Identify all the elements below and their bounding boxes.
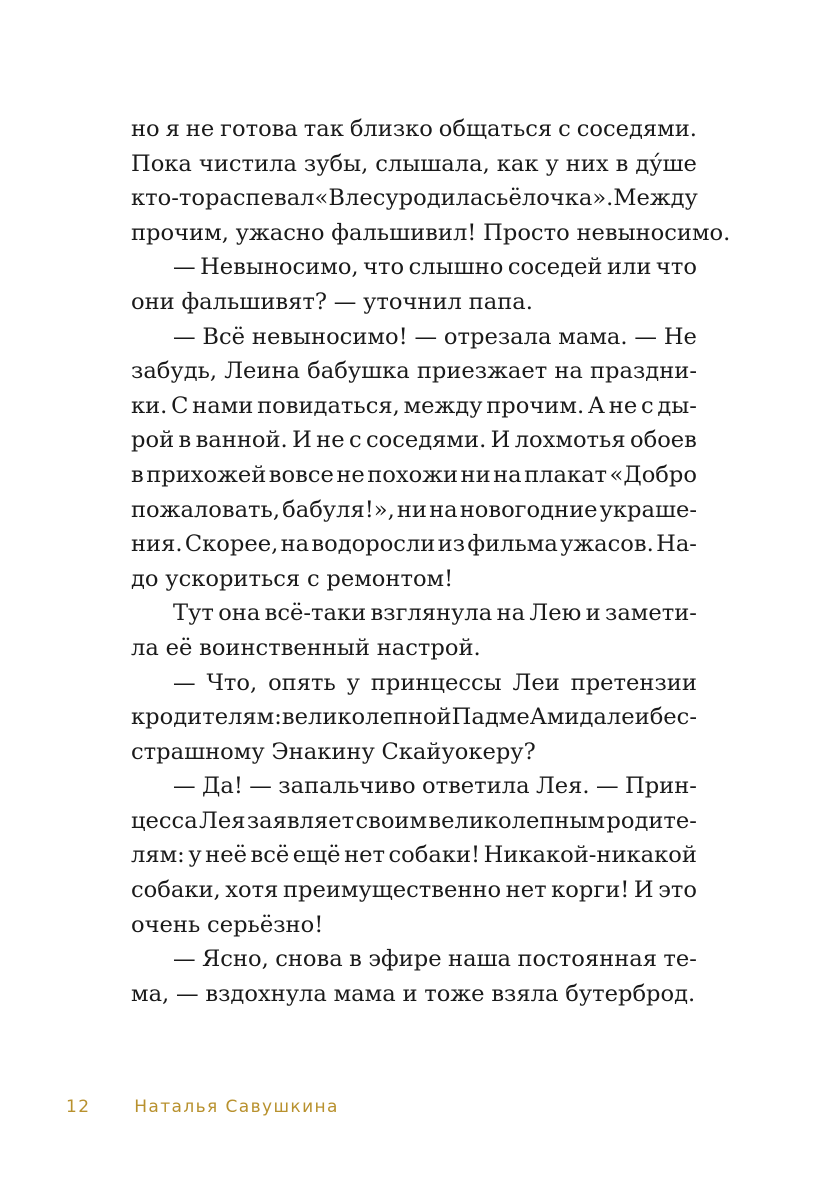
text-line bbox=[131, 804, 697, 839]
body-text bbox=[131, 112, 731, 1011]
word: не bbox=[608, 392, 638, 419]
word: или bbox=[606, 254, 652, 281]
word: в bbox=[178, 427, 192, 454]
word: близко bbox=[349, 116, 433, 142]
word: Лея. bbox=[535, 773, 590, 800]
text-line bbox=[131, 977, 697, 1012]
word: родите- bbox=[606, 807, 697, 834]
text-line bbox=[131, 147, 697, 182]
text-line bbox=[131, 320, 697, 355]
word: Невыносимо, bbox=[200, 254, 359, 281]
word: нами bbox=[192, 392, 254, 419]
word: бабушка bbox=[307, 358, 410, 385]
word: плакат bbox=[524, 461, 608, 488]
word: Скайуокеру? bbox=[381, 738, 536, 765]
word: великолепной bbox=[281, 704, 452, 731]
word: Никакой-никакой bbox=[483, 842, 697, 869]
word: — bbox=[173, 946, 196, 973]
word: и bbox=[585, 600, 601, 627]
word: — bbox=[249, 773, 272, 800]
word: замети- bbox=[605, 600, 697, 627]
word: между bbox=[403, 392, 483, 419]
word: ла bbox=[131, 634, 159, 661]
word: Леина bbox=[224, 358, 301, 385]
word: я bbox=[165, 116, 180, 142]
word: Лею bbox=[529, 600, 582, 627]
word: Леи bbox=[512, 669, 560, 696]
word: ужасов. bbox=[560, 531, 654, 558]
word: собаки, bbox=[131, 877, 221, 904]
word: что bbox=[655, 254, 697, 281]
word: лям: bbox=[131, 842, 185, 869]
word: те- bbox=[663, 946, 697, 973]
word: Скорее, bbox=[184, 531, 279, 558]
text-line bbox=[131, 458, 697, 493]
word: И bbox=[292, 427, 312, 454]
word: вздохнула bbox=[205, 980, 327, 1007]
word: настрой. bbox=[376, 634, 481, 661]
word: родилась bbox=[398, 185, 509, 212]
word: — bbox=[176, 980, 199, 1007]
word: взглянула bbox=[370, 600, 493, 627]
word: ния. bbox=[131, 531, 183, 558]
word: до bbox=[131, 565, 159, 592]
word: это bbox=[658, 877, 697, 904]
word: А bbox=[587, 392, 606, 419]
text-line bbox=[131, 562, 697, 597]
text-line bbox=[131, 250, 697, 285]
word: невыносимо! bbox=[251, 323, 408, 350]
word: серьёзно! bbox=[207, 911, 324, 938]
text-line bbox=[131, 354, 697, 389]
word: прочим, bbox=[131, 219, 229, 246]
word: похожи bbox=[367, 461, 459, 488]
word: приезжает bbox=[416, 358, 548, 385]
word: — bbox=[173, 669, 196, 696]
text-line bbox=[131, 285, 697, 320]
word: и bbox=[402, 980, 418, 1007]
word: забудь, bbox=[131, 358, 218, 385]
word: Просто bbox=[483, 219, 570, 246]
text-line bbox=[131, 389, 697, 424]
word: к bbox=[131, 704, 146, 731]
word: ды- bbox=[657, 392, 697, 419]
word: На- bbox=[656, 531, 697, 558]
word: мама bbox=[333, 980, 396, 1007]
word: Ясно, bbox=[202, 946, 269, 973]
word: украше- bbox=[599, 496, 697, 523]
word: Между bbox=[613, 185, 698, 212]
word: бутерброд. bbox=[565, 980, 696, 1007]
word: праздни- bbox=[589, 358, 697, 385]
page-number: 12 bbox=[66, 1097, 91, 1117]
word: лесу bbox=[344, 185, 399, 212]
word: но bbox=[131, 116, 160, 142]
word: всё-таки bbox=[264, 600, 367, 627]
word: лохмотья bbox=[514, 427, 626, 454]
word: — bbox=[634, 323, 657, 350]
word: Энакину bbox=[271, 738, 375, 765]
word: всё bbox=[250, 842, 290, 869]
word: не bbox=[336, 461, 365, 488]
word: снова bbox=[275, 946, 343, 973]
word: она bbox=[218, 600, 261, 627]
text-line bbox=[131, 666, 697, 701]
word: Лея bbox=[199, 807, 246, 834]
word: «Добро bbox=[609, 461, 697, 488]
word: И bbox=[633, 877, 654, 904]
word: с bbox=[306, 565, 320, 592]
word: не bbox=[316, 427, 345, 454]
word: в bbox=[131, 461, 144, 488]
word: ма, bbox=[131, 980, 170, 1007]
word: своим bbox=[355, 807, 428, 834]
word: собаки! bbox=[388, 842, 481, 869]
word: кто-то bbox=[131, 185, 205, 212]
word: папа. bbox=[468, 288, 533, 315]
word: в bbox=[349, 946, 362, 973]
word: общаться bbox=[438, 116, 553, 142]
word: корги! bbox=[551, 877, 630, 904]
word: в bbox=[615, 150, 629, 177]
text-line bbox=[131, 112, 697, 147]
word: великолепным bbox=[428, 807, 606, 834]
word: они bbox=[131, 288, 175, 315]
word: прочим. bbox=[486, 392, 585, 419]
text-line bbox=[131, 838, 697, 873]
word: слышно bbox=[408, 254, 504, 281]
word: ки. bbox=[131, 392, 168, 419]
word: — bbox=[333, 288, 357, 315]
text-line bbox=[131, 908, 697, 943]
word: слышала, bbox=[375, 150, 490, 177]
word: опять bbox=[268, 669, 336, 696]
word: ответила bbox=[421, 773, 530, 800]
word: — bbox=[173, 323, 196, 350]
word: родителям: bbox=[145, 704, 282, 731]
word: готова bbox=[220, 116, 298, 142]
word: Да! bbox=[201, 773, 243, 800]
word: распевал bbox=[204, 185, 315, 212]
text-line bbox=[131, 216, 731, 251]
word: как bbox=[496, 150, 539, 177]
word: наша bbox=[448, 946, 512, 973]
text-line bbox=[131, 735, 697, 770]
word: И bbox=[490, 427, 511, 454]
word: — bbox=[173, 773, 196, 800]
word: — bbox=[173, 254, 196, 281]
text-line bbox=[131, 493, 697, 528]
word: отрезала bbox=[443, 323, 552, 350]
word: хотя bbox=[225, 877, 279, 904]
word: пожаловать, bbox=[131, 496, 281, 523]
word: вовсе bbox=[268, 461, 334, 488]
word: с bbox=[558, 116, 571, 142]
page-footer bbox=[66, 1097, 339, 1117]
word: «В bbox=[314, 185, 345, 212]
word: у bbox=[346, 669, 360, 696]
word: нет bbox=[344, 842, 385, 869]
text-line bbox=[131, 700, 697, 735]
word: претензии bbox=[570, 669, 697, 696]
word: чистила bbox=[198, 150, 297, 177]
word: у bbox=[188, 842, 202, 869]
word: из bbox=[437, 531, 466, 558]
word: зубы, bbox=[303, 150, 369, 177]
word: эфире bbox=[368, 946, 442, 973]
word: — bbox=[414, 323, 438, 350]
word: ду́ше bbox=[635, 150, 697, 177]
word: невыносимо. bbox=[576, 219, 731, 246]
word: неё bbox=[205, 842, 247, 869]
word: Пока bbox=[131, 150, 192, 177]
word: что bbox=[363, 254, 405, 281]
word: на bbox=[496, 600, 526, 627]
word: её bbox=[165, 634, 193, 661]
word: прихожей bbox=[146, 461, 267, 488]
word: с bbox=[640, 392, 654, 419]
text-line bbox=[131, 942, 697, 977]
word: Что, bbox=[206, 669, 258, 696]
word: на bbox=[554, 358, 583, 385]
word: так bbox=[303, 116, 344, 142]
text-line bbox=[131, 873, 697, 908]
word: принцессы bbox=[370, 669, 502, 696]
word: нет bbox=[505, 877, 547, 904]
text-line bbox=[131, 769, 697, 804]
word: Всё bbox=[202, 323, 246, 350]
word: бес- bbox=[649, 704, 697, 731]
word: соседями. bbox=[576, 116, 697, 142]
word: новогодние bbox=[459, 496, 598, 523]
word: ни bbox=[460, 461, 491, 488]
word: на bbox=[280, 531, 310, 558]
word: Прин- bbox=[624, 773, 697, 800]
word: бабуля!», bbox=[282, 496, 395, 523]
word: преимущественно bbox=[282, 877, 502, 904]
word: ёлочка». bbox=[508, 185, 614, 212]
word: у bbox=[545, 150, 559, 177]
word: соседями. bbox=[365, 427, 487, 454]
word: ужасно bbox=[235, 219, 325, 246]
word: фальшивят? bbox=[181, 288, 327, 315]
word: фильма bbox=[467, 531, 558, 558]
word: воинственный bbox=[199, 634, 370, 661]
text-line bbox=[131, 631, 697, 666]
text-line bbox=[131, 527, 697, 562]
word: на bbox=[429, 496, 458, 523]
word: с bbox=[348, 427, 362, 454]
word: и bbox=[634, 704, 650, 731]
word: Не bbox=[663, 323, 697, 350]
word: цесса bbox=[131, 807, 198, 834]
word: С bbox=[171, 392, 189, 419]
author-name: Наталья Савушкина bbox=[134, 1097, 339, 1117]
word: на bbox=[493, 461, 522, 488]
word: рой bbox=[131, 427, 175, 454]
text-line bbox=[131, 596, 697, 631]
word: ускориться bbox=[165, 565, 301, 592]
word: ещё bbox=[292, 842, 341, 869]
word: — bbox=[596, 773, 619, 800]
word: повидаться, bbox=[257, 392, 400, 419]
word: Амидале bbox=[529, 704, 635, 731]
word: страшному bbox=[131, 738, 265, 765]
word: постоянная bbox=[517, 946, 657, 973]
word: ремонтом! bbox=[326, 565, 454, 592]
word: мама. bbox=[558, 323, 628, 350]
word: соседей bbox=[507, 254, 603, 281]
word: запальчиво bbox=[278, 773, 416, 800]
word: фальшивил! bbox=[331, 219, 477, 246]
word: очень bbox=[131, 911, 201, 938]
word: тоже bbox=[424, 980, 485, 1007]
word: не bbox=[185, 116, 215, 142]
text-line bbox=[131, 181, 697, 216]
text-line bbox=[131, 423, 697, 458]
word: взяла bbox=[491, 980, 559, 1007]
word: них bbox=[565, 150, 609, 177]
word: заявляет bbox=[246, 807, 355, 834]
word: водоросли bbox=[311, 531, 436, 558]
word: уточнил bbox=[363, 288, 462, 315]
word: ванной. bbox=[195, 427, 288, 454]
word: Тут bbox=[173, 600, 214, 627]
word: ни bbox=[396, 496, 427, 523]
word: обоев bbox=[629, 427, 697, 454]
word: Падме bbox=[451, 704, 530, 731]
